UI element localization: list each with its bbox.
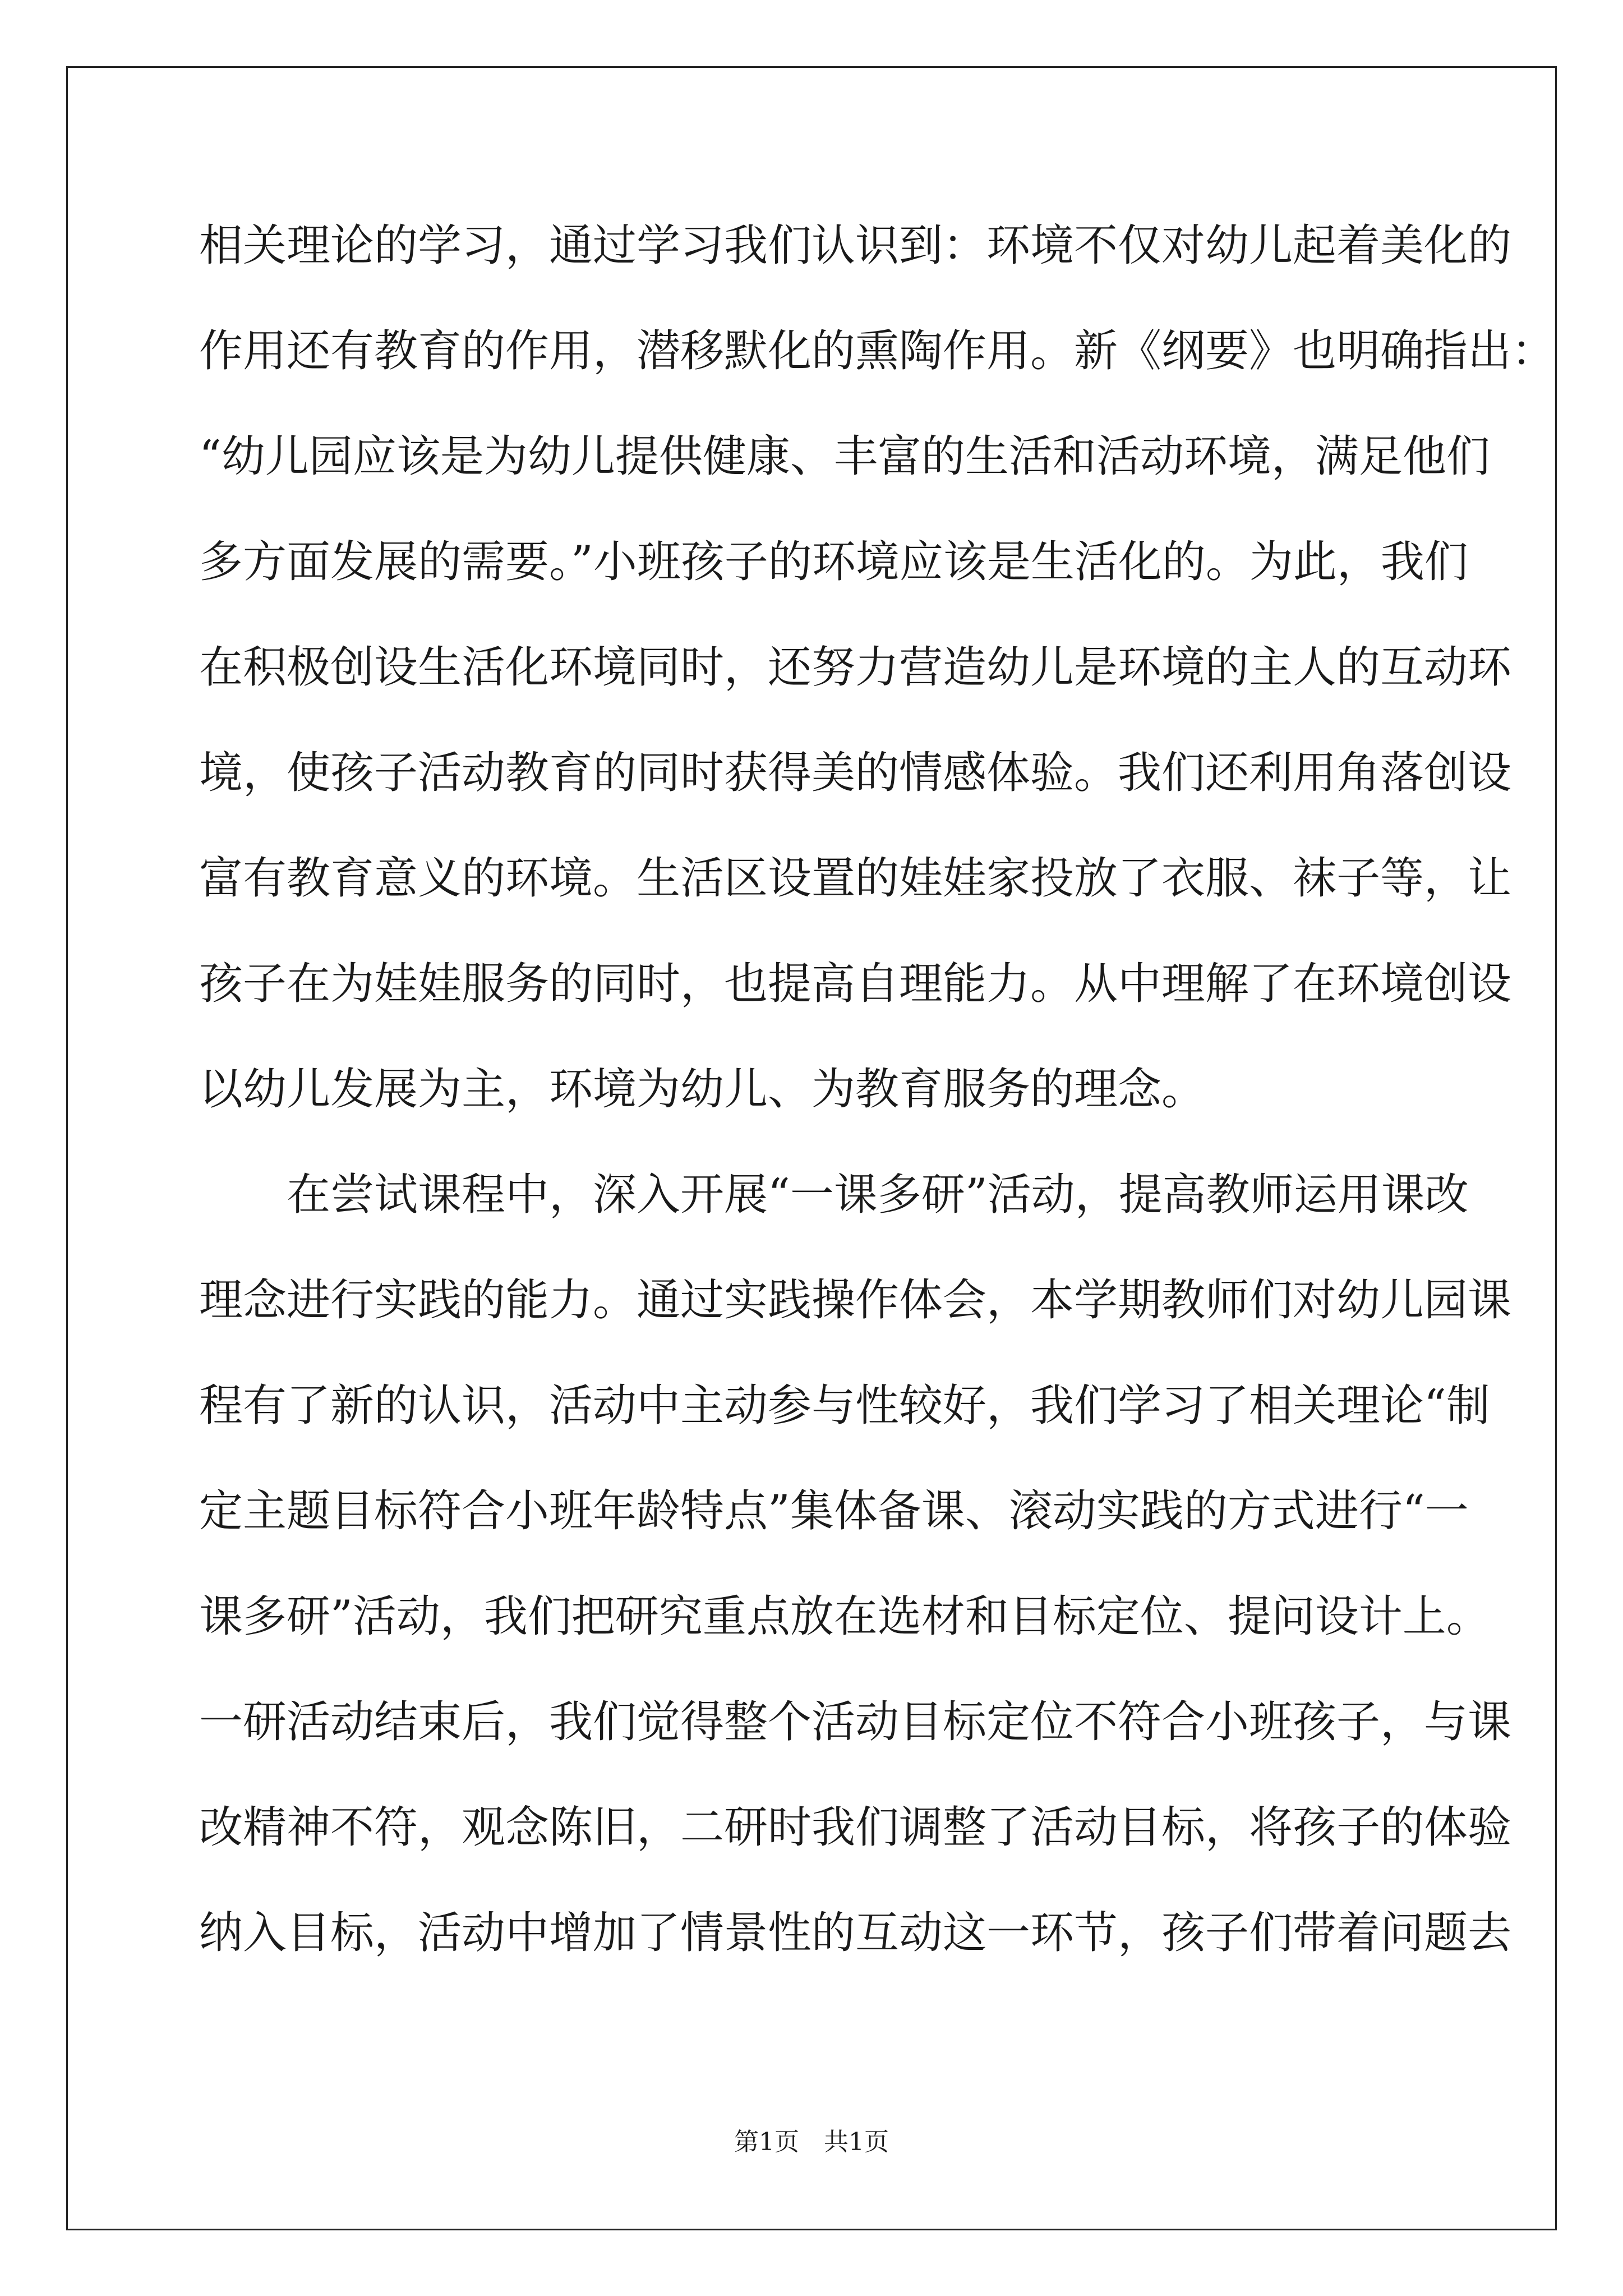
text-line-5: 在积极创设生活化环境同时，还努力营造幼儿是环境的主人的互动环 [199,642,1512,693]
text-line-12: 程有了新的认识，活动中主动参与性较好，我们学习了相关理论“制 [199,1381,1490,1431]
document-body [199,219,1556,2012]
text-line-10: 在尝试课程中，深入开展“一课多研”活动，提高教师运用课改 [199,1170,1469,1220]
text-line-11: 理念进行实践的能力。通过实践操作体会，本学期教师们对幼儿园课 [199,1275,1512,1326]
text-line-2: 作用还有教育的作用，潜移默化的熏陶作用。新《纲要》也明确指出： [199,326,1556,376]
page-footer: 第1页 共1页 [734,2128,889,2156]
text-line-15: 一研活动结束后，我们觉得整个活动目标定位不符合小班孩子，与课 [199,1697,1512,1747]
text-line-1: 相关理论的学习，通过学习我们认识到：环境不仅对幼儿起着美化的 [199,220,1512,271]
text-line-16: 改精神不符，观念陈旧，二研时我们调整了活动目标，将孩子的体验 [199,1802,1512,1853]
text-line-14: 课多研”活动，我们把研究重点放在选材和目标定位、提问设计上。 [199,1591,1490,1642]
text-line-4: 多方面发展的需要。”小班孩子的环境应该是生活化的。为此，我们 [199,537,1468,587]
text-line-9: 以幼儿发展为主，环境为幼儿、为教育服务的理念。 [199,1064,1206,1115]
text-line-17: 纳入目标，活动中增加了情景性的互动这一环节，孩子们带着问题去 [199,1908,1512,1958]
text-line-3: “幼儿园应该是为幼儿提供健康、丰富的生活和活动环境，满足他们 [199,431,1490,482]
text-line-13: 定主题目标符合小班年龄特点”集体备课、滚动实践的方式进行“一 [199,1486,1469,1536]
text-line-8: 孩子在为娃娃服务的同时，也提高自理能力。从中理解了在环境创设 [199,959,1512,1009]
text-line-6: 境，使孩子活动教育的同时获得美的情感体验。我们还利用角落创设 [199,748,1512,798]
text-line-7: 富有教育意义的环境。生活区设置的娃娃家投放了衣服、袜子等，让 [199,853,1512,904]
